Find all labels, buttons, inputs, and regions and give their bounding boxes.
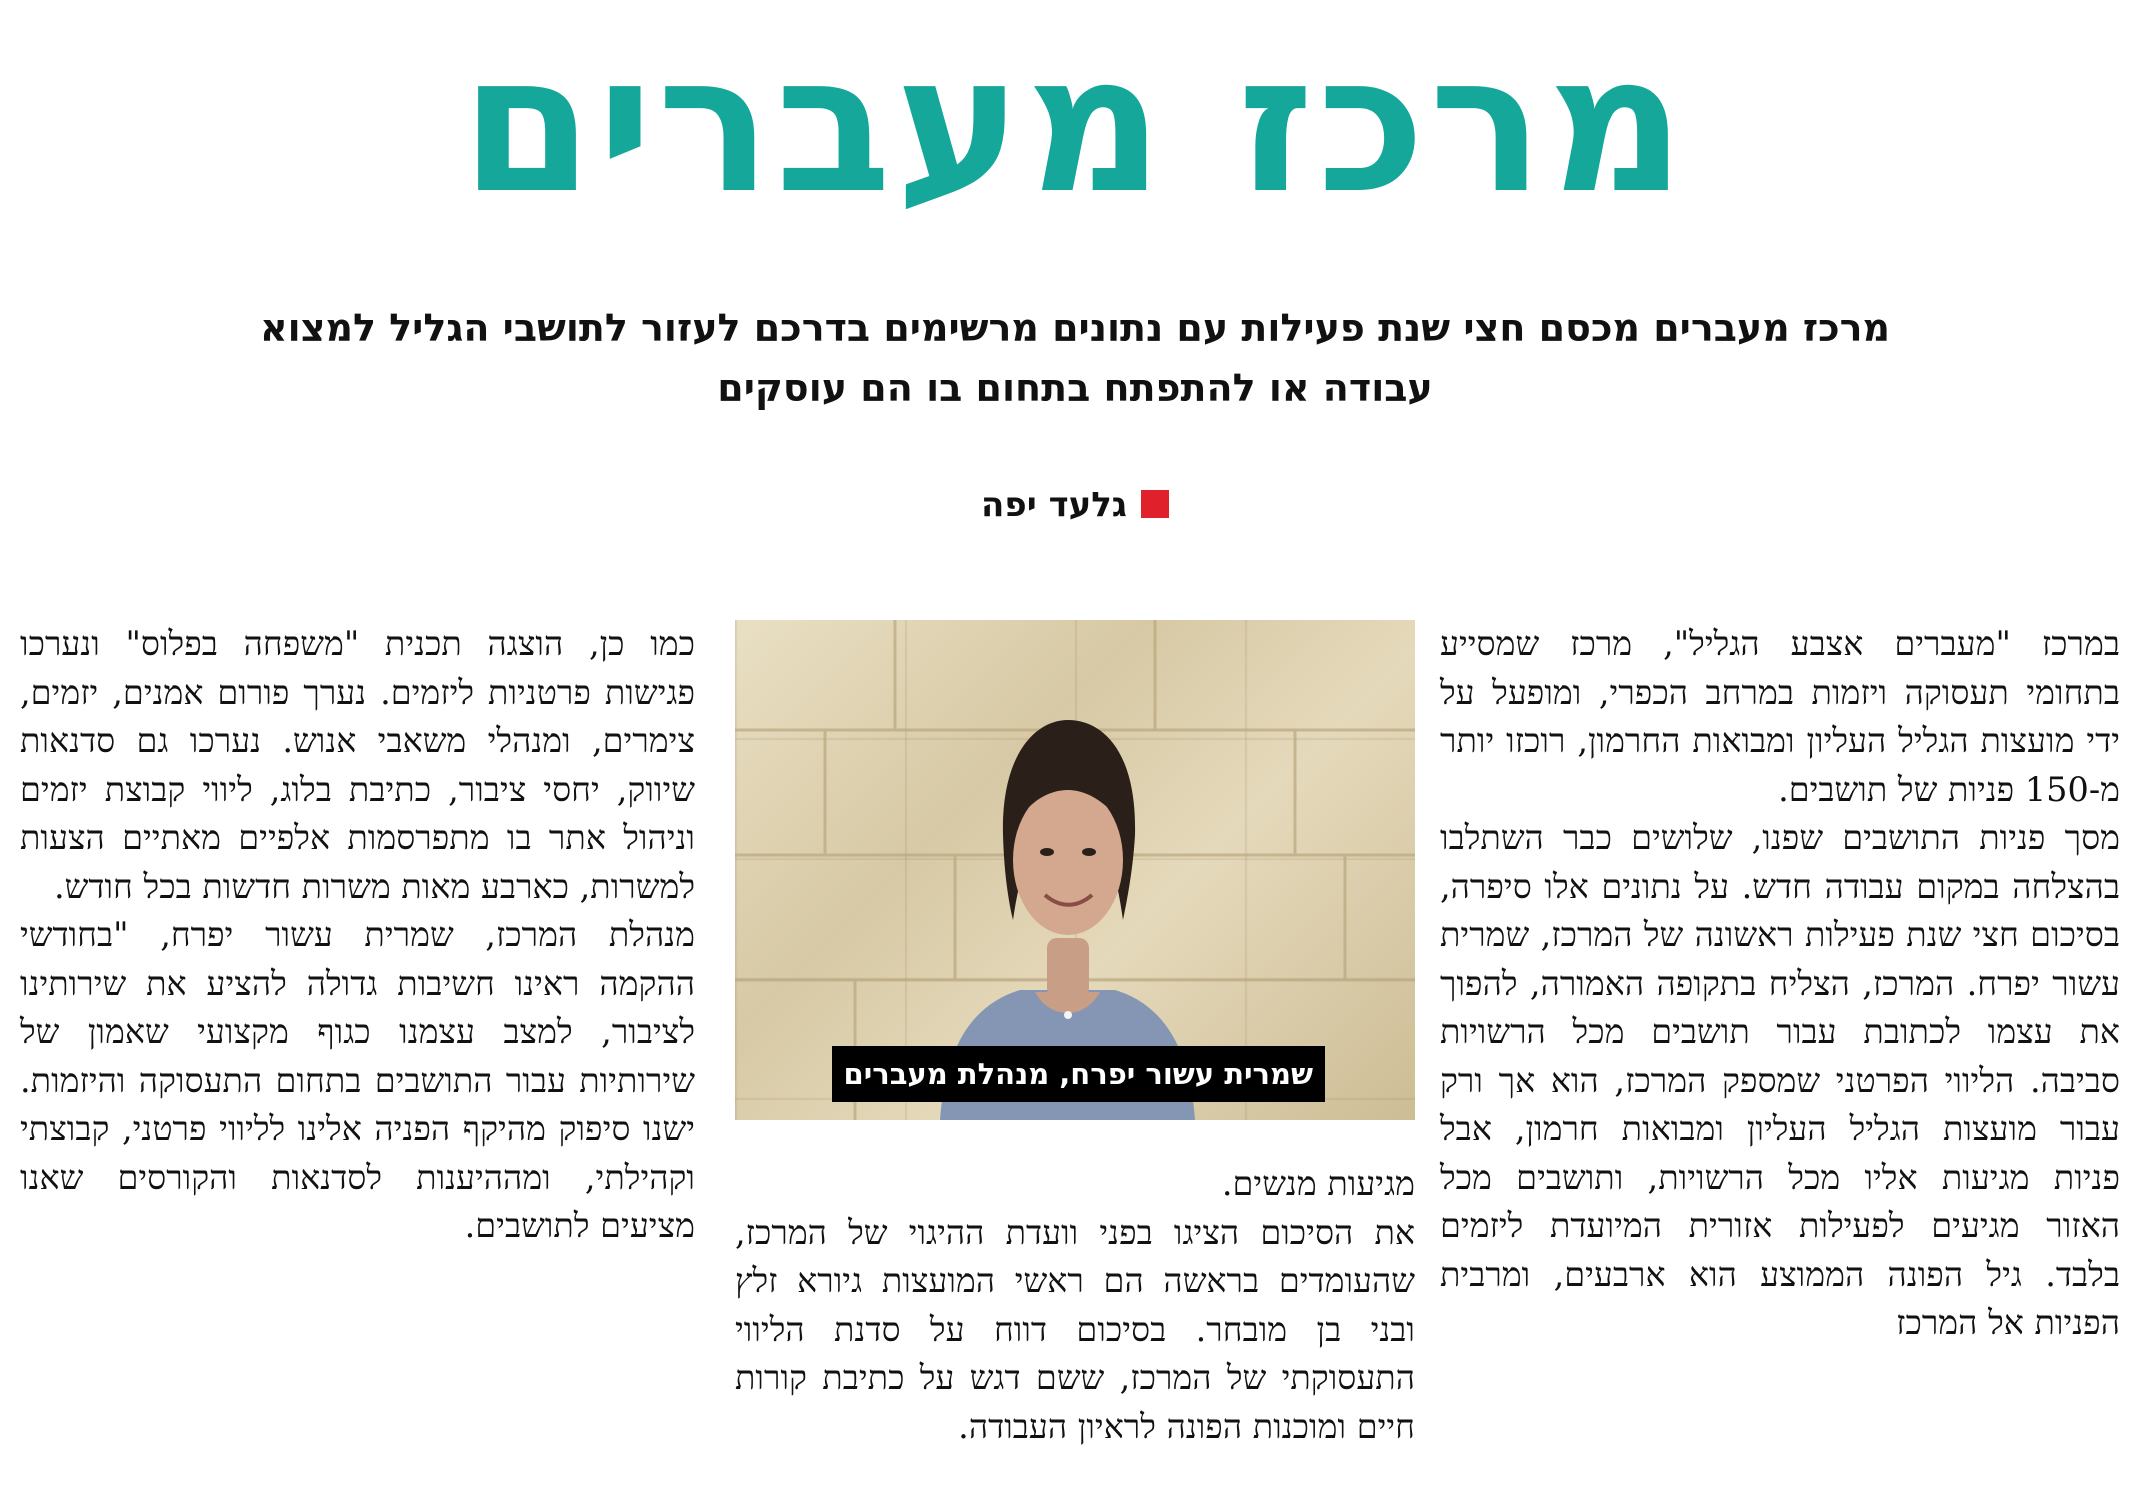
article-subhead (210, 298, 1940, 418)
column-left (20, 620, 695, 1251)
byline-square-icon (1141, 490, 1169, 518)
column-left-paragraph: מנהלת המרכז, שמרית עשור יפרח, "בחודשי ההקמה ראינו חשיבות גדולה להציע את שירותינו לציבור, למצב עצמנו כגוף מקצועי שאמון של שירותיות עבור התושבים בתחום התעסוקה והיזמות. ישנו סיפוק מהיקף הפניה אלינו לליווי פרטני, קבוצתי וקהילתי, ומההיענות לסדנאות והקורסים שאנו מציעים לתושבים. (20, 915, 695, 1245)
subhead-line-1: מרכז מעברים מכסם חצי שנת פעילות עם נתונים מרשימים בדרכם לעזור לתושבי הגליל למצוא (259, 306, 1891, 350)
column-middle-paragraph: את הסיכום הציגו בפני וועדת ההיגוי של המרכז, שהעומדים בראשה הם ראשי המועצות גיורא זלץ ובני בן מובחר. בסיכום דווח על סדנת הליווי התעסוקתי של המרכז, ששם דגש על כתיבת קורות חיים ומוכנות הפונה לראיון העבודה. (735, 1212, 1415, 1446)
byline-author: גלעד יפה (981, 485, 1127, 525)
column-right (1440, 620, 2120, 1348)
portrait-figure-icon (735, 620, 1415, 1120)
column-left-paragraph: כמו כן, הוצגה תכנית "משפחה בפלוס" ונערכו פגישות פרטניות ליזמים. נערך פורום אמנים, יזמים, צימרים, ומנהלי משאבי אנוש. נערכו גם סדנאות שיווק, יחסי ציבור, כתיבת בלוג, ליווי קבוצת יזמים וניהול אתר בו מתפרסמות אלפיים מאתיים הצעות למשרות, כארבע מאות משרות חדשות בכל חודש. (20, 624, 695, 906)
article-headline: מרכז מעברים (460, 14, 1690, 235)
photo-caption: שמרית עשור יפרח, מנהלת מעברים (832, 1046, 1325, 1102)
column-right-paragraph: מסך פניות התושבים שפנו, שלושים כבר השתלבו בהצלחה במקום עבודה חדש. על נתונים אלו סיפרה, בסיכום חצי שנת פעילות ראשונה של המרכז, שמרית עשור יפרח. המרכז, הצליח בתקופה האמורה, להפוך את עצמו לכתובת עבור תושבים מכל הרשויות סביבה. הליווי הפרטני שמספק המרכז, הוא אך ורק עבור מועצות הגליל העליון ומבואות חרמון, אבל פניות מגיעות אליו מכל הרשויות, ותושבים מכל האזור מגיעים לפעילות אזורית המיועדת ליזמים בלבד. גיל הפונה הממוצע הוא ארבעים, ומרבית הפניות אל המרכז (1440, 818, 2120, 1342)
column-middle-text (735, 1160, 1415, 1451)
column-middle (735, 620, 1415, 1451)
portrait-photo (735, 620, 1415, 1120)
column-middle-paragraph: מגיעות מנשים. (1221, 1164, 1415, 1203)
subhead-line-2: עבודה או להתפתח בתחום בו הם עוסקים (717, 366, 1433, 410)
column-right-paragraph: במרכז "מעברים אצבע הגליל", מרכז שמסייע בתחומי תעסוקה ויזמות במרחב הכפרי, ומופעל על ידי מועצות הגליל העליון ומבואות החרמון, רוכזו יותר מ-150 פניות של תושבים. (1440, 624, 2120, 809)
byline (0, 480, 2150, 530)
